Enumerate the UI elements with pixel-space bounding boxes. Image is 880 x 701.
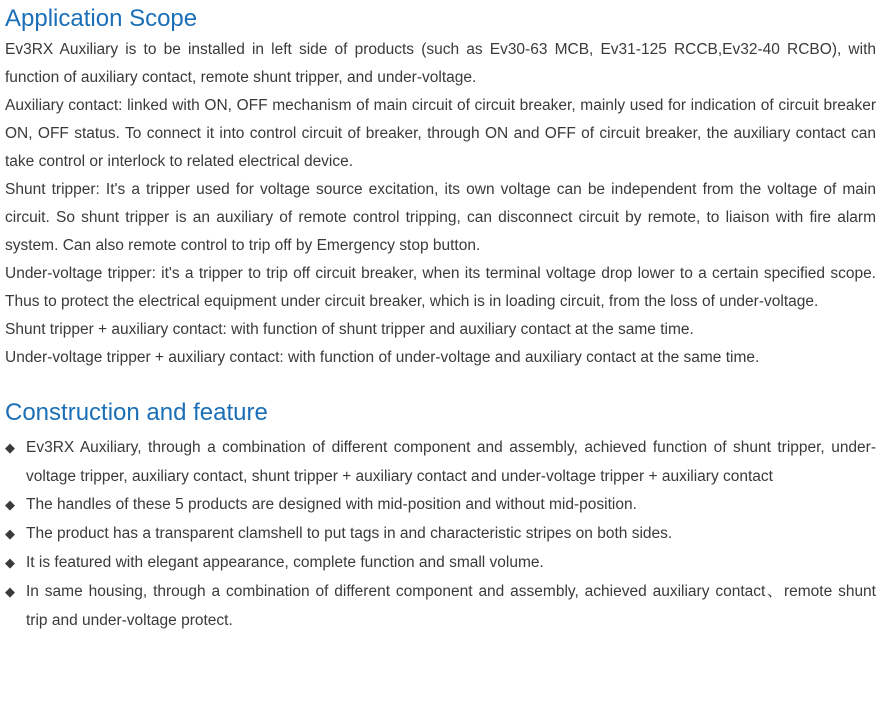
- scope-paragraph: Shunt tripper + auxiliary contact: with function of shunt tripper and auxiliary contact at the same time.: [5, 321, 694, 338]
- feature-list: [5, 434, 876, 635]
- feature-text: The product has a transparent clamshell to put tags in and characteristic stripes on both sides.: [26, 525, 673, 542]
- list-item: [5, 578, 876, 635]
- list-item: [5, 491, 876, 520]
- scope-paragraph: Shunt tripper: It's a tripper used for voltage source excitation, its own voltage can be independent from the voltage of main circuit. So shunt tripper is an auxiliary of remote control tripping, can disconnect circuit by remote, to liaison with fire alarm system. Can also remote control to trip off by Emergency stop button.: [5, 181, 876, 254]
- feature-text: It is featured with elegant appearance, complete function and small volume.: [26, 554, 544, 571]
- diamond-icon: ◆: [5, 441, 15, 456]
- diamond-icon: ◆: [5, 527, 15, 542]
- diamond-icon: ◆: [5, 585, 15, 600]
- diamond-icon: ◆: [5, 556, 15, 571]
- scope-paragraph: Under-voltage tripper: it's a tripper to trip off circuit breaker, when its terminal voltage drop lower to a certain specified scope. Thus to protect the electrical equipment under circuit breaker, which is in loading circuit, from the loss of under-voltage.: [5, 265, 876, 310]
- feature-text: Ev3RX Auxiliary, through a combination of different component and assembly, achieved function of shunt tripper, under-voltage tripper, auxiliary contact, shunt tripper + auxiliary contact and under-voltage tripper + auxiliary contact: [26, 439, 876, 485]
- application-scope-section: [5, 0, 876, 372]
- scope-paragraph: Under-voltage tripper + auxiliary contact: with function of under-voltage and auxiliary contact at the same time.: [5, 349, 760, 366]
- scope-paragraph: Auxiliary contact: linked with ON, OFF mechanism of main circuit of circuit breaker, mainly used for indication of circuit breaker ON, OFF status. To connect it into control circuit of breaker, through ON and OFF of circuit breaker, the auxiliary contact can take control or interlock to related electrical device.: [5, 97, 876, 170]
- section-title: Application Scope: [5, 5, 198, 32]
- diamond-icon: ◆: [5, 498, 15, 513]
- list-item: [5, 434, 876, 491]
- scope-paragraph: Ev3RX Auxiliary is to be installed in left side of products (such as Ev30-63 MCB, Ev31-125 RCCB,Ev32-40 RCBO), with function of auxiliary contact, remote shunt tripper, and under-voltage.: [5, 41, 876, 86]
- list-item: [5, 549, 876, 578]
- feature-text: In same housing, through a combination of different component and assembly, achieved auxiliary contact、remote shunt trip and under-voltage protect.: [26, 583, 876, 629]
- list-item: [5, 520, 876, 549]
- construction-feature-section: [5, 396, 876, 635]
- section-title: Construction and feature: [5, 399, 268, 426]
- feature-text: The handles of these 5 products are designed with mid-position and without mid-position.: [26, 496, 637, 513]
